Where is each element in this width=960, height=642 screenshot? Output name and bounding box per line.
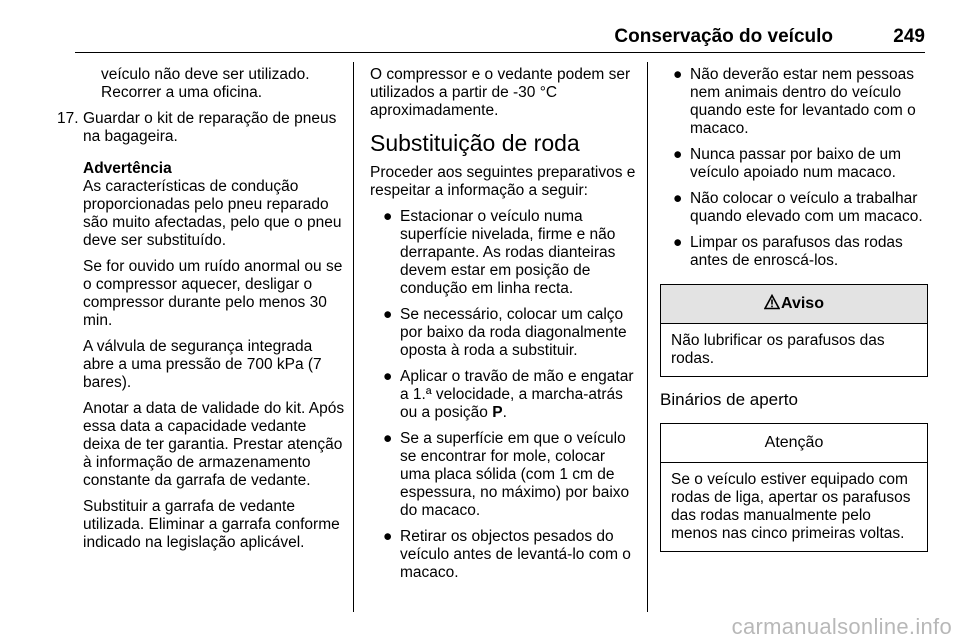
column-3 [660, 66, 928, 564]
watermark: carmanualsonline.info [731, 614, 952, 639]
bullet-icon: ● [383, 306, 393, 323]
column-1 [57, 66, 345, 560]
bullet-icon: ● [383, 368, 393, 385]
list-item: ● Não colocar o veículo a trabalhar quando elevado com um macaco. [673, 190, 923, 225]
bullet-icon: ● [383, 208, 393, 225]
list-item: ● Se a superfície em que o veículo se encontrar for mole, colocar uma placa sólida (com 1 cm de espessura, no máximo) por baixo do macaco. [383, 430, 630, 519]
column-2 [370, 66, 638, 590]
bullet-icon: ● [383, 430, 393, 447]
paragraph-temperature: O compressor e o vedante podem ser utilizados a partir de -30 °C aproximadamente. [370, 66, 631, 119]
step-17-text: Guardar o kit de reparação de pneus na bagageira. [83, 110, 337, 145]
atencao-header: Atenção [661, 424, 927, 463]
bullet-icon: ● [673, 190, 683, 207]
subsection-title-torque: Binários de aperto [660, 390, 798, 409]
paragraph-valve: A válvula de segurança integrada abre a uma pressão de 700 kPa (7 bares). [83, 338, 322, 391]
preparation-list [370, 208, 638, 582]
list-item: ● Aplicar o travão de mão e engatar a 1.ª velocidade, a marcha-atrás ou a posição P. [383, 368, 634, 421]
page-number: 249 [893, 26, 925, 47]
step-17 [57, 110, 345, 146]
warning-text: As características de condução proporcionadas pelo pneu reparado são muito afectadas, pelo que o pneu deve ser substituído. [83, 178, 342, 249]
atencao-text: Se o veículo estiver equipado com rodas de liga, apertar os parafusos das rodas manualmente pelo menos nas cinco primeiras voltas. [671, 471, 911, 542]
list-item: ● Retirar os objectos pesados do veículo antes de levantá-lo com o macaco. [383, 528, 631, 581]
paragraph-expiry: Anotar a data de validade do kit. Após essa data a capacidade vedante deixa de ter garantia. Prestar atenção à informação de armazenamento constante da garrafa de vedante. [83, 400, 345, 489]
list-item: ● Não deverão estar nem pessoas nem animais dentro do veículo quando este for levantado com o macaco. [673, 66, 916, 137]
bullet-icon: ● [383, 528, 393, 545]
gear-position-p: P [492, 404, 503, 421]
step16-continuation: veículo não deve ser utilizado. Recorrer a uma oficina. [101, 66, 310, 101]
page-title: Conservação do veículo [614, 26, 833, 47]
step-17-number: 17. [57, 110, 79, 127]
bullet-icon: ● [673, 146, 683, 163]
page-header [75, 22, 925, 53]
paragraph-preparations: Proceder aos seguintes preparativos e respeitar a informação a seguir: [370, 164, 636, 199]
section-title-wheel-change: Substituição de roda [370, 130, 580, 156]
warning-triangle-icon [764, 294, 780, 310]
column-divider-1 [353, 62, 354, 612]
list-item: ● Limpar os parafusos das rodas antes de enroscá-los. [673, 234, 903, 269]
list-item: ● Estacionar o veículo numa superfície nivelada, firme e não derrapante. As rodas dianteiras devem estar em posição de condução em linha recta. [383, 208, 616, 297]
aviso-box [660, 284, 928, 377]
aviso-title: Aviso [781, 295, 824, 312]
paragraph-replace-bottle: Substituir a garrafa de vedante utilizada. Eliminar a garrafa conforme indicado na legislação aplicável. [83, 498, 340, 551]
warning-title: Advertência [83, 160, 172, 177]
aviso-header [661, 285, 927, 324]
atencao-box [660, 423, 928, 552]
safety-list [660, 66, 928, 270]
bullet-icon: ● [673, 66, 683, 83]
list-item: ● Se necessário, colocar um calço por baixo da roda diagonalmente oposta à roda a substituir. [383, 306, 627, 359]
aviso-text: Não lubrificar os parafusos das rodas. [671, 332, 885, 367]
list-item: ● Nunca passar por baixo de um veículo apoiado num macaco. [673, 146, 902, 181]
column-divider-2 [647, 62, 648, 612]
paragraph-noise: Se for ouvido um ruído anormal ou se o compressor aquecer, desligar o compressor durante pelo menos 30 min. [83, 258, 343, 329]
bullet-icon: ● [673, 234, 683, 251]
